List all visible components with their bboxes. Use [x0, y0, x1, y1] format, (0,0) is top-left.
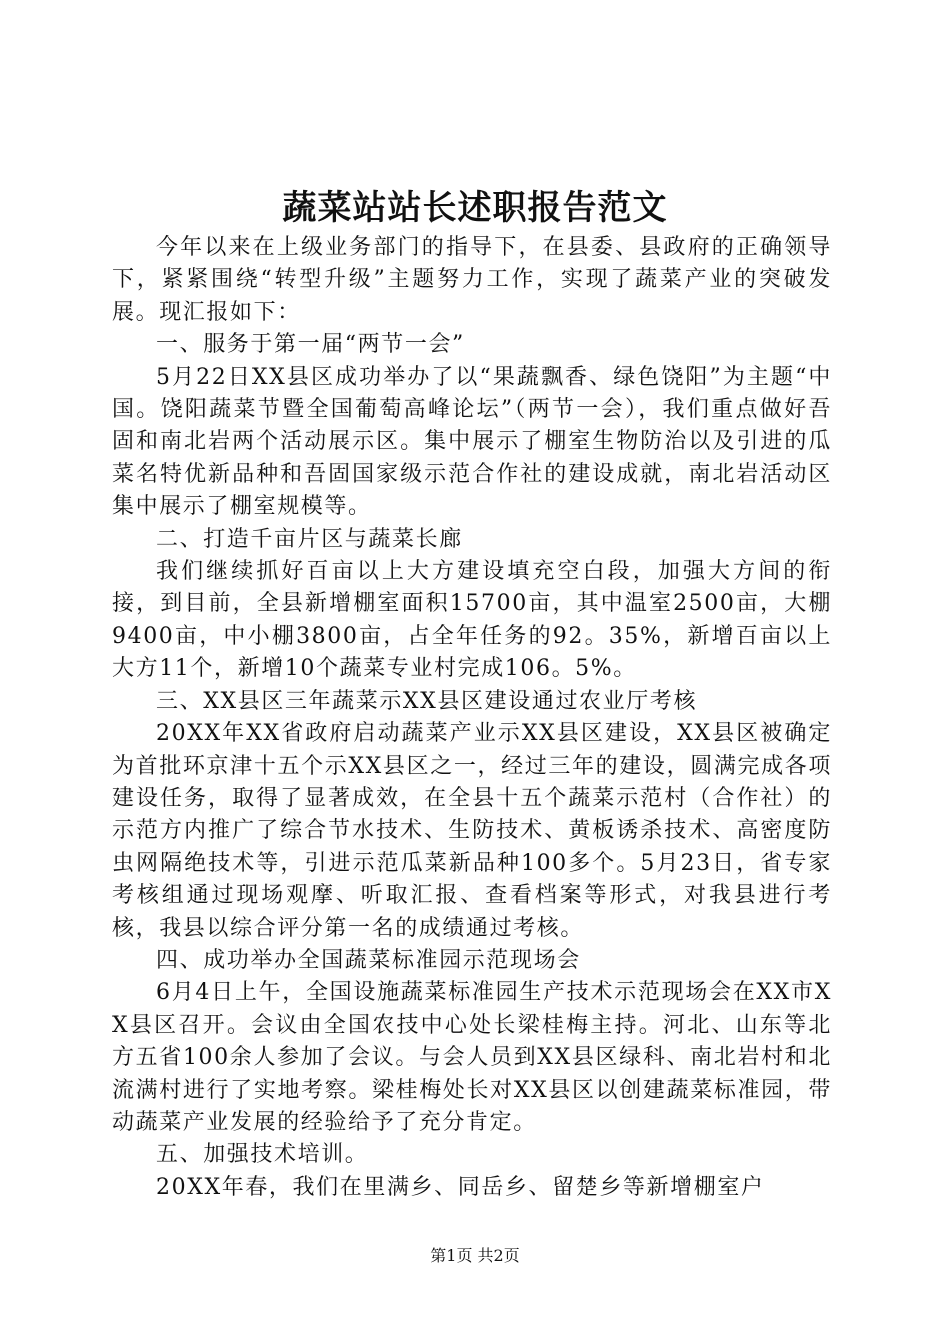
section-1-paragraph: 5月22日XX县区成功举办了以“果蔬飘香、绿色饶阳”为主题“中国。饶阳蔬菜节暨全国葡萄高峰论坛”（两节一会），我们重点做好吾固和南北岩两个活动展示区。集中展示了棚室生物防治以及引进的瓜菜名特优新品种和吾固国家级示范合作社的建设成就，南北岩活动区集中展示了棚室规模等。 — [112, 364, 832, 520]
section-5-paragraph: 20XX年春，我们在里满乡、同岳乡、留楚乡等新增棚室户 — [156, 1174, 765, 1200]
page-footer: 第1页 共2页 — [430, 1246, 520, 1265]
section-2-paragraph: 我们继续抓好百亩以上大方建设填充空白段，加强大方间的衔接，到目前，全县新增棚室面积15700亩，其中温室2500亩，大棚9400亩，中小棚3800亩，占全年任务的92。35%，新增百亩以上大方11个，新增10个蔬菜专业村完成106。5%。 — [112, 559, 832, 682]
document-body — [112, 232, 832, 1204]
intro-paragraph: 今年以来在上级业务部门的指导下，在县委、县政府的正确领导下，紧紧围绕“转型升级”主题努力工作，实现了蔬菜产业的突破发展。现汇报如下： — [112, 235, 832, 325]
section-heading-4: 四、成功举办全国蔬菜标准园示范现场会 — [156, 947, 581, 973]
section-heading-5: 五、加强技术培训。 — [156, 1142, 369, 1168]
document-title: 蔬菜站站长述职报告范文 — [282, 188, 668, 228]
section-4-paragraph: 6月4日上午，全国设施蔬菜标准园生产技术示范现场会在XX市XX县区召开。会议由全国农技中心处长梁桂梅主持。河北、山东等北方五省100余人参加了会议。与会人员到XX县区绿科、南北岩村和北流满村进行了实地考察。梁桂梅处长对XX县区以创建蔬菜标准园，带动蔬菜产业发展的经验给予了充分肯定。 — [112, 980, 832, 1135]
section-heading-3: 三、XX县区三年蔬菜示XX县区建设通过农业厅考核 — [156, 688, 698, 714]
section-heading-2: 二、打造千亩片区与蔬菜长廊 — [156, 526, 463, 552]
section-3-paragraph: 20XX年XX省政府启动蔬菜产业示XX县区建设，XX县区被确定为首批环京津十五个示XX县区之一，经过三年的建设，圆满完成各项建设任务，取得了显著成效，在全县十五个蔬菜示范村（合作社）的示范方内推广了综合节水技术、生防技术、黄板诱杀技术、高密度防虫网隔绝技术等，引进示范瓜菜新品种100多个。5月23日，省专家考核组通过现场观摩、听取汇报、查看档案等形式，对我县进行考核，我县以综合评分第一名的成绩通过考核。 — [112, 721, 832, 941]
section-heading-1: 一、服务于第一届“两节一会” — [156, 332, 465, 358]
